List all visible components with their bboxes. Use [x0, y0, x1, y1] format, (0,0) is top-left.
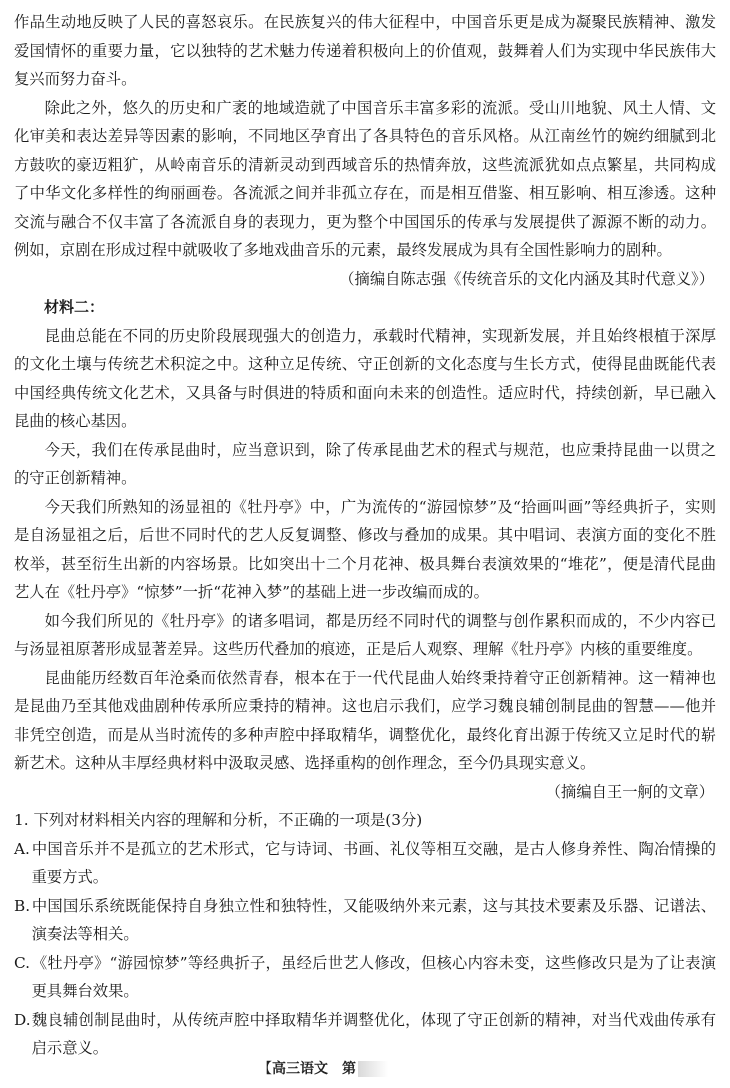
option-label: C.: [14, 953, 31, 972]
question-1-option-c[interactable]: [14, 949, 716, 1006]
material1-source: （摘编自陈志强《传统音乐的文化内涵及其时代意义》）: [339, 269, 714, 288]
material1-paragraph: 除此之外，悠久的历史和广袤的地域造就了中国音乐丰富多彩的流派。受山川地貌、风土人情、文化审美和表达差异等因素的影响，不同地区孕育出了各具特色的音乐风格。从江南丝竹的婉约细腻到北方鼓吹的豪迈粗犷，从岭南音乐的清新灵动到西域音乐的热情奔放，这些流派犹如点点繁星，共同构成了中华文化多样性的绚丽画卷。各流派之间并非孤立存在，而是相互借鉴、相互影响、相互渗透。这种交流与融合不仅丰富了各流派自身的表现力，更为整个中国国乐的传承与发展提供了源源不断的动力。例如，京剧在形成过程中就吸收了多地戏曲音乐的元素，最终发展成为具有全国性影响力的剧种。: [14, 98, 716, 259]
option-text: 中国音乐并不是孤立的艺术形式，它与诗词、书画、礼仪等相互交融，是古人修身养性、陶冶情操的重要方式。: [31, 839, 716, 886]
question-1-option-d[interactable]: [14, 1006, 716, 1063]
option-label: D.: [14, 1010, 31, 1029]
question-1-stem: 1. 下列对材料相关内容的理解和分析，不正确的一项是(3分): [14, 811, 423, 829]
option-label: B.: [14, 896, 31, 915]
option-text: 《牡丹亭》“游园惊梦”等经典折子，虽经后世艺人修改，但核心内容未变，这些修改只是为了让表演更具舞台效果。: [31, 953, 716, 1000]
page-footer: [258, 1058, 388, 1078]
footer-label: 高三语文 第: [272, 1061, 356, 1077]
material1-paragraph-continued: 作品生动地反映了人民的喜怒哀乐。在民族复兴的伟大征程中，中国音乐更是成为凝聚民族精神、激发爱国情怀的重要力量，它以独特的艺术魅力传递着积极向上的价值观，鼓舞着人们为实现中华民族伟大复兴而努力奋斗。: [14, 13, 716, 88]
material2-paragraph: 今天，我们在传承昆曲时，应当意识到，除了传承昆曲艺术的程式与规范，也应秉持昆曲一以贯之的守正创新精神。: [14, 440, 716, 487]
exam-page: [14, 8, 716, 1063]
material2-source: （摘编自王一舸的文章）: [545, 782, 714, 801]
option-text: 中国国乐系统既能保持自身独立性和独特性，又能吸纳外来元素，这与其技术要素及乐器、记谱法、演奏法等相关。: [31, 896, 716, 943]
material2-paragraph: 昆曲能历经数百年沧桑而依然青春，根本在于一代代昆曲人始终秉持着守正创新精神。这一精神也是昆曲乃至其他戏曲剧种传承所应秉持的精神。这也启示我们，应学习魏良辅创制昆曲的智慧——他并非凭空创造，而是从当时流传的多种声腔中择取精华，调整优化，最终化育出源于传统又立足时代的崭新艺术。这种从丰厚经典材料中汲取灵感、选择重构的创作理念，至今仍具现实意义。: [14, 668, 716, 772]
material2-paragraph: 今天我们所熟知的汤显祖的《牡丹亭》中，广为流传的“游园惊梦”及“拾画叫画”等经典折子，实则是自汤显祖之后，后世不同时代的艺人反复调整、修改与叠加的成果。其中唱词、表演方面的变化不胜枚举，甚至衍生出新的内容场景。比如突出十二个月花神、极具舞台表演效果的“堆花”，便是清代昆曲艺人在《牡丹亭》“惊梦”一折“花神入梦”的基础上进一步改编而成的。: [14, 497, 716, 601]
option-text: 魏良辅创制昆曲时，从传统声腔中择取精华并调整优化，体现了守正创新的精神，对当代戏曲传承有启示意义。: [31, 1010, 716, 1057]
option-label: A.: [14, 839, 30, 858]
question-1-option-a[interactable]: [14, 835, 716, 892]
footer-fade: [358, 1061, 388, 1077]
material2-paragraph: 昆曲总能在不同的历史阶段展现强大的创造力，承载时代精神，实现新发展，并且始终根植于深厚的文化土壤与传统艺术积淀之中。这种立足传统、守正创新的文化态度与生长方式，使得昆曲既能代表中国经典传统文化艺术，又具备与时俱进的特质和面向未来的创造性。适应时代，持续创新，早已融入昆曲的核心基因。: [14, 326, 716, 430]
material2-paragraph: 如今我们所见的《牡丹亭》的诸多唱词，都是历经不同时代的调整与创作累积而成的，不少内容已与汤显祖原著形成显著差异。这些历代叠加的痕迹，正是后人观察、理解《牡丹亭》内核的重要维度。: [14, 611, 716, 658]
material2-heading: 材料二：: [44, 298, 105, 316]
footer-bracket: 【: [258, 1061, 272, 1077]
question-1-option-b[interactable]: [14, 892, 716, 949]
